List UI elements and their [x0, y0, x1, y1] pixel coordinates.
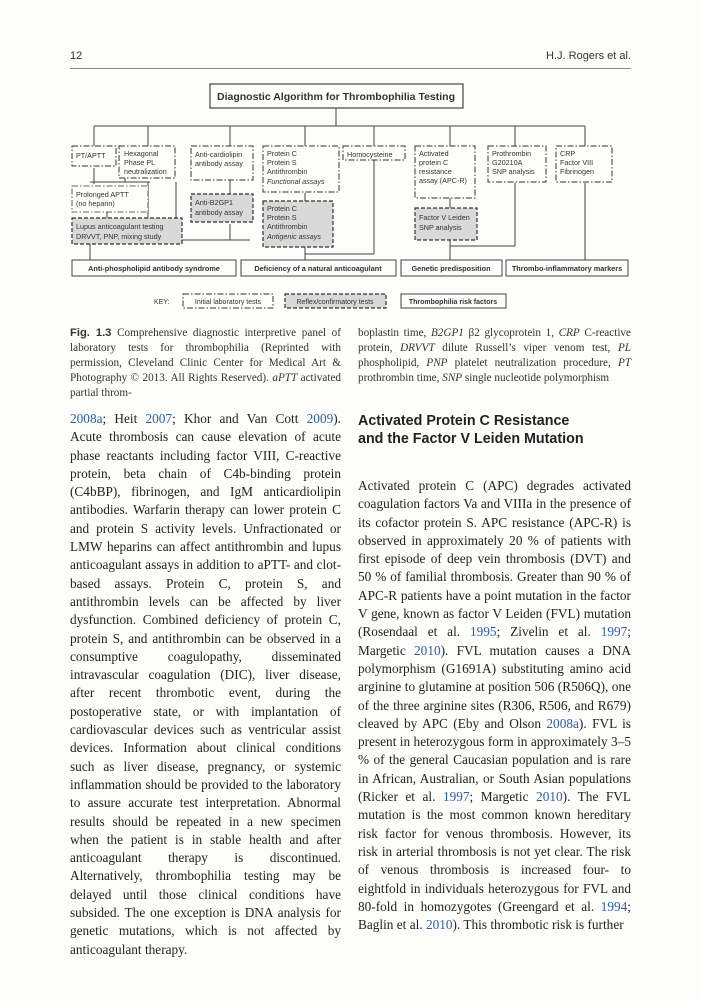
text-run: ). FVL mutation causes a DNA polymorphism (G1691A) substituting amino acid arginine to glutamine at position 506 (R506Q), one of the three arginine sites (R306, R506, and R679) cleaved by APC (Eby and Olson — [358, 642, 632, 731]
text-run: ). Acute thrombosis can cause elevation of acute phase reactants including factor VIII, C-reactive protein, beta chain of C4b-binding protein (C4bBP), fibrinogen, and IgM anticardiolipin antibodies. Warfarin therapy can lower protein C and protein S activity levels. Unfractionated or LMW heparins can affect antithrombin and lupus anticoagulant assays in addition to aPTT- and clot-based assays. Protein C, protein S, and antithrombin levels can be affected by liver dysfunction. Combined deficiency of protein C, protein S, and antithrombin can be observed in a consumptive coagulopathy, disseminated intravascular coagulation (DIC), liver disease, after recent thrombotic event, during the postoperative state, or with implantation of cardiovascular devices such as ventricular assist devices. Information about clinical conditions such as liver disease, pregnancy, or systemic inflammation should be provided to the laboratory to assure accurate test interpretation. Abnormal results should be repeated in a new specimen when the patient is in stable health and after anticoagulant therapy is discontinued. Alternatively, thrombophilia testing may be delayed until those clinical conditions have subsided. The one exception is DNA analysis for genetic mutations, which is not affected by anticoagulant therapy. — [70, 411, 341, 957]
text-run: ; Margetic — [469, 789, 537, 805]
citation-link[interactable]: 2008a — [70, 411, 103, 426]
test-prothrombin-1: Prothrombin — [492, 149, 532, 158]
category-genetic: Genetic predisposition — [411, 264, 491, 273]
citation-link[interactable]: 2008a — [546, 715, 579, 731]
test-antigenic-3: Antithrombin — [267, 222, 308, 231]
header-rule — [70, 68, 631, 69]
caption-text-end: activated partial throm- — [70, 372, 341, 399]
running-header — [70, 50, 631, 68]
page-number: 12 — [70, 50, 83, 62]
test-lupus-2: DRVVT, PNP, mixing study — [76, 232, 162, 241]
text-run: prothrombin time, — [358, 372, 443, 384]
test-protein-c-func-4: Functional assays — [267, 177, 325, 186]
citation-link[interactable]: 2007 — [145, 411, 173, 426]
test-hexagonal-1: Hexagonal — [124, 149, 159, 158]
test-antigenic-1: Protein C — [267, 204, 297, 213]
test-antigenic-2: Protein S — [267, 213, 297, 222]
caption-text: Comprehensive diagnostic interpretive panel of laboratory tests for thrombophilia (Reprinted with permission, Cleveland Clinic Center for Medical Art & Photography © 2013. All Rights Reserved). — [70, 327, 341, 384]
abbreviation: DRVVT — [400, 342, 435, 354]
figure-caption-left — [70, 326, 341, 401]
test-hexagonal-2: Phase PL — [124, 158, 156, 167]
key-initial: Initial laboratory tests — [194, 299, 262, 306]
test-crp-2: Factor VIII — [560, 158, 594, 167]
text-run: platelet neutralization procedure, — [447, 357, 618, 369]
citation-link[interactable]: 2010 — [414, 642, 441, 658]
test-protein-c-func-1: Protein C — [267, 149, 297, 158]
text-run: phospholipid, — [358, 357, 427, 369]
test-protein-c-func-3: Antithrombin — [267, 167, 308, 176]
citation-link[interactable]: 2010 — [536, 789, 563, 805]
citation-link[interactable]: 1997 — [442, 789, 470, 805]
test-anti-b2gp1-2: antibody assay — [195, 208, 243, 217]
test-apc-2: protein C — [419, 158, 449, 167]
text-run: ; Margetic — [358, 624, 631, 658]
text-run: ; Zivelin et al. — [496, 624, 601, 640]
abbreviation: SNP — [442, 372, 463, 384]
test-prolonged-aptt-2: (no heparin) — [76, 199, 115, 208]
category-aps: Anti-phospholipid antibody syndrome — [88, 264, 220, 273]
text-run: ; Heit — [102, 411, 146, 426]
test-pt-aptt: PT/APTT — [76, 151, 106, 160]
text-run: dilute Russell’s viper venom test, — [434, 342, 618, 354]
test-prothrombin-2: G20210A — [492, 158, 523, 167]
test-apc-4: assay (APC-R) — [419, 176, 467, 185]
figure-label: Fig. 1.3 — [70, 327, 112, 339]
section-heading: Activated Protein C Resistance and the Factor V Leiden Mutation — [358, 413, 584, 447]
body-column-right — [358, 410, 631, 934]
abbreviation: PT — [617, 357, 631, 369]
test-antigenic-4: Antigenic assays — [267, 232, 321, 241]
abbreviation: CRP — [558, 327, 580, 339]
running-head-authors: H.J. Rogers et al. — [546, 50, 631, 62]
figure-title: Diagnostic Algorithm for Thrombophilia Testing — [217, 91, 455, 103]
test-apc-3: resistance — [419, 167, 452, 176]
text-run: boplastin time, — [358, 327, 431, 339]
test-anticardiolipin-1: Anti-cardiolipin — [195, 150, 243, 159]
figure-diagnostic-algorithm — [70, 78, 631, 318]
test-hexagonal-3: neutralization — [124, 167, 167, 176]
text-run: single nucleotide polymorphism — [462, 372, 610, 384]
caption-abbr: aPTT — [272, 372, 298, 384]
key-reflex: Reflex/confirmatory tests — [296, 299, 374, 306]
key-label: KEY: — [154, 299, 170, 306]
category-inflammatory: Thrombo-inflammatory markers — [511, 264, 623, 273]
text-run: ). This thrombotic risk is further — [452, 917, 624, 933]
section-body — [358, 477, 631, 934]
citation-link[interactable]: 1995 — [469, 624, 497, 640]
text-run: ; Khor and Van Cott — [172, 411, 307, 426]
citation-link[interactable]: 1997 — [600, 624, 628, 640]
citation-link[interactable]: 2010 — [425, 917, 453, 933]
test-crp-1: CRP — [560, 149, 576, 158]
test-apc-1: Activated — [419, 149, 449, 158]
key-risk: Thrombophilia risk factors — [408, 299, 498, 306]
abbreviation: PL — [617, 342, 631, 354]
citation-link[interactable]: 2009 — [306, 411, 334, 426]
text-run: ). FVL is present in heterozygous form in approximately 3–5 % of the general Caucasian population and is rare in African, Australian, or South Asian populations (Ricker et al. — [358, 715, 631, 805]
figure-caption-right — [358, 326, 631, 386]
text-run: Activated protein C (APC) degrades activated coagulation factors Va and VIIIa in the presence of its cofactor protein S. APC resistance (APC-R) is observed in approximately 20 % of patients with first episode of deep vein thrombosis (DVT) and 50 % of familial thrombosis. Greater than 90 % of APC-R patients have a point mutation in the factor V gene, known as factor V Leiden (FVL) mutation (Rosendaal et al. — [358, 478, 631, 640]
test-anticardiolipin-2: antibody assay — [195, 159, 243, 168]
citation-link[interactable]: 1994 — [600, 898, 628, 914]
body-column-left — [70, 410, 341, 959]
test-fvl-1: Factor V Leiden — [419, 213, 470, 222]
abbreviation: B2GP1 — [430, 327, 464, 339]
text-run: β2 glycoprotein 1, — [463, 327, 559, 339]
test-prothrombin-3: SNP analysis — [492, 167, 535, 176]
text-run: ; Baglin et al. — [358, 898, 631, 933]
test-homocysteine: Homocysteine — [347, 150, 393, 159]
text-run: C-reactive protein, — [358, 327, 631, 354]
test-protein-c-func-2: Protein S — [267, 158, 297, 167]
abbreviation: PNP — [426, 357, 448, 369]
test-lupus-1: Lupus anticoagulant testing — [76, 222, 164, 231]
text-run: ). The FVL mutation is the most common known hereditary risk factor for venous thrombosis. However, its risk in arterial thrombosis is not yet clear. The risk of venous thrombosis is increased four- to eightfold in individuals heterozygous for FVL and 80-fold in homozygotes (Greengard et al. — [358, 789, 631, 914]
test-fvl-2: SNP analysis — [419, 223, 462, 232]
test-crp-3: Fibrinogen — [560, 167, 594, 176]
category-natural-anticoagulant: Deficiency of a natural anticoagulant — [254, 264, 382, 273]
test-anti-b2gp1-1: Anti-B2GP1 — [195, 198, 233, 207]
test-prolonged-aptt-1: Prolonged APTT — [76, 190, 129, 199]
